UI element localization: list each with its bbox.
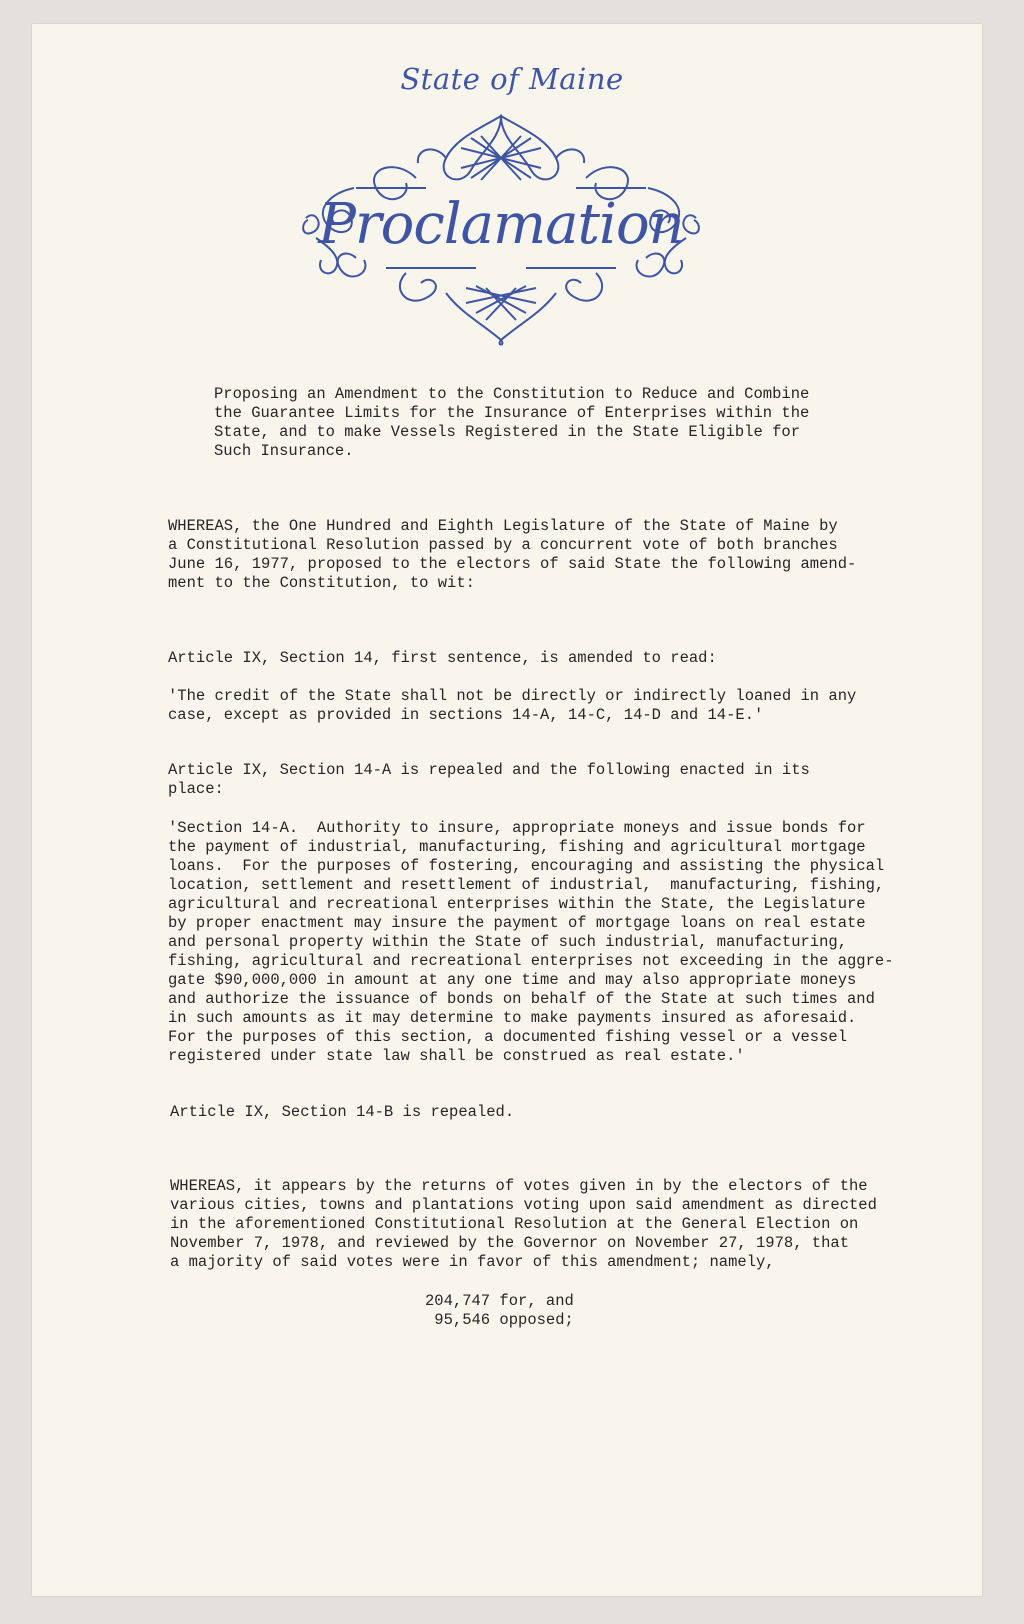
article-14a-heading: Article IX, Section 14-A is repealed and the following enacted in its place: — [168, 761, 810, 798]
proclamation-title: Proclamation — [318, 192, 684, 257]
votes-opposed: 95,546 opposed; — [425, 1311, 574, 1329]
whereas-votes-paragraph: WHEREAS, it appears by the returns of votes given in by the electors of the various cities, towns and plantations voting upon said amendment as directed in the aforementioned Constitutional Resolution at the General Election on November 7, 1978, and reviewed by the Governor on November 27, 1978, that a majority of said votes were in favor of this amendment; namely, — [170, 1177, 877, 1271]
whereas-legislature-paragraph: WHEREAS, the One Hundred and Eighth Legislature of the State of Maine by a Constitutional Resolution passed by a concurrent vote of both branches June 16, 1977, proposed to the electors of said State the following amend- ment to the Constitution, to wit: — [168, 517, 857, 592]
article-14a-text: 'Section 14-A. Authority to insure, appropriate moneys and issue bonds for the payment of industrial, manufacturing, fishing and agricultural mortgage loans. For the purposes of fostering, encouraging and assisting the physical location, settlement and resettlement of industrial, manufacturing, fishing, agricultural and recreational enterprises within the State, the Legislature by proper enactment may insure the payment of mortgage loans on real estate and personal property within the State of such industrial, manufacturing, fishing, agricultural and recreational enterprises not exceeding in the aggre- gate $90,000,000 in amount at any one time and may also appropriate moneys and authorize the issuance of bonds on behalf of the State at such times and in such amounts as it may determine to make payments insured as aforesaid. For the purposes of this section, a documented fishing vessel or a vessel registered under state law shall be construed as real estate.' — [168, 819, 894, 1065]
article-14b-repeal: Article IX, Section 14-B is repealed. — [170, 1103, 515, 1121]
amendment-summary: Proposing an Amendment to the Constitution to Reduce and Combine the Guarantee Limits for the Insurance of Enterprises within the State, and to make Vessels Registered in the State Eligible for Such Insurance. — [214, 385, 810, 460]
state-heading: State of Maine — [400, 62, 624, 96]
article-14-heading: Article IX, Section 14, first sentence, is amended to read: — [168, 649, 717, 667]
article-14-text: 'The credit of the State shall not be directly or indirectly loaned in any case, except as provided in sections 14-A, 14-C, 14-D and 14-E.' — [168, 687, 857, 724]
votes-for: 204,747 for, and — [425, 1292, 574, 1310]
